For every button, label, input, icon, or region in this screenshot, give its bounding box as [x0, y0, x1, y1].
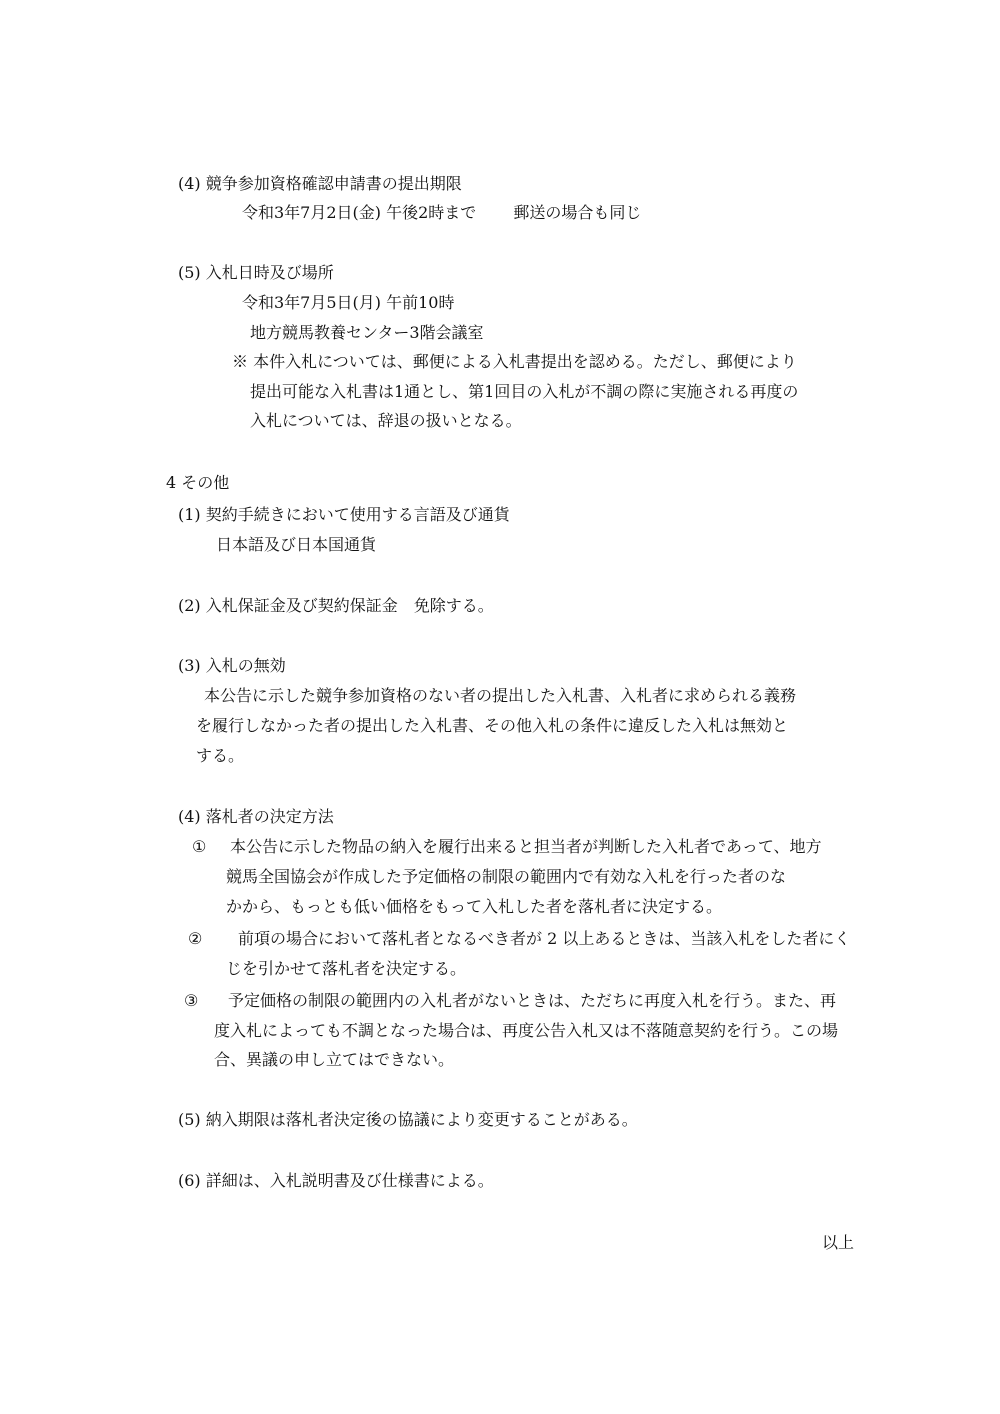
other-2-heading: (2) 入札保証金及び契約保証金 免除する。 [178, 596, 494, 615]
item-2-line: 前項の場合において落札者となるべき者が 2 以上あるときは、当該入札をした者にく [238, 929, 851, 948]
other-3-heading: (3) 入札の無効 [178, 656, 286, 675]
item-3-line: 度入札によっても不調となった場合は、再度公告入札又は不落随意契約を行う。この場 [214, 1021, 839, 1040]
item-1-line: 本公告に示した物品の納入を履行出来ると担当者が判断した入札者であって、地方 [230, 837, 822, 856]
item-3-line: 合、異議の申し立てはできない。 [214, 1050, 455, 1069]
other-3-body-line: を履行しなかった者の提出した入札書、その他入札の条件に違反した入札は無効と [196, 716, 789, 735]
item-3-marker: ③ [184, 991, 199, 1010]
item-2-marker: ② [188, 929, 203, 948]
other-6-heading: (6) 詳細は、入札説明書及び仕様書による。 [178, 1171, 494, 1190]
section-5-note-line: ※ 本件入札については、郵便による入札書提出を認める。ただし、郵便により [232, 352, 797, 371]
section-5-heading: (5) 入札日時及び場所 [178, 263, 334, 282]
item-1-line: かから、もっとも低い価格をもって入札した者を落札者に決定する。 [226, 897, 723, 916]
section-5-place: 地方競馬教養センター3階会議室 [250, 323, 484, 342]
other-heading: 4 その他 [166, 473, 230, 492]
item-1-line: 競馬全国協会が作成した予定価格の制限の範囲内で有効な入札を行った者のな [226, 867, 787, 886]
item-1-marker: ① [192, 837, 207, 856]
closing-text: 以上 [822, 1233, 855, 1252]
other-1-body: 日本語及び日本国通貨 [216, 535, 377, 554]
item-3-line: 予定価格の制限の範囲内の入札者がないときは、ただちに再度入札を行う。また、再 [228, 991, 837, 1010]
other-3-body-line: 本公告に示した競争参加資格のない者の提出した入札書、入札者に求められる義務 [204, 686, 797, 705]
other-3-body-line: する。 [196, 746, 245, 765]
other-1-heading: (1) 契約手続きにおいて使用する言語及び通貨 [178, 505, 510, 524]
section-4-heading: (4) 競争参加資格確認申請書の提出期限 [178, 174, 462, 193]
section-4-deadline: 令和3年7月2日(金) 午後2時まで 郵送の場合も同じ [242, 203, 642, 222]
other-4-heading: (4) 落札者の決定方法 [178, 807, 334, 826]
section-5-note-line: 提出可能な入札書は1通とし、第1回目の入札が不調の際に実施される再度の [250, 382, 799, 401]
section-5-note-line: 入札については、辞退の扱いとなる。 [250, 411, 522, 430]
other-5-heading: (5) 納入期限は落札者決定後の協議により変更することがある。 [178, 1110, 638, 1129]
item-2-line: じを引かせて落札者を決定する。 [226, 959, 467, 978]
section-5-datetime: 令和3年7月5日(月) 午前10時 [242, 293, 455, 312]
